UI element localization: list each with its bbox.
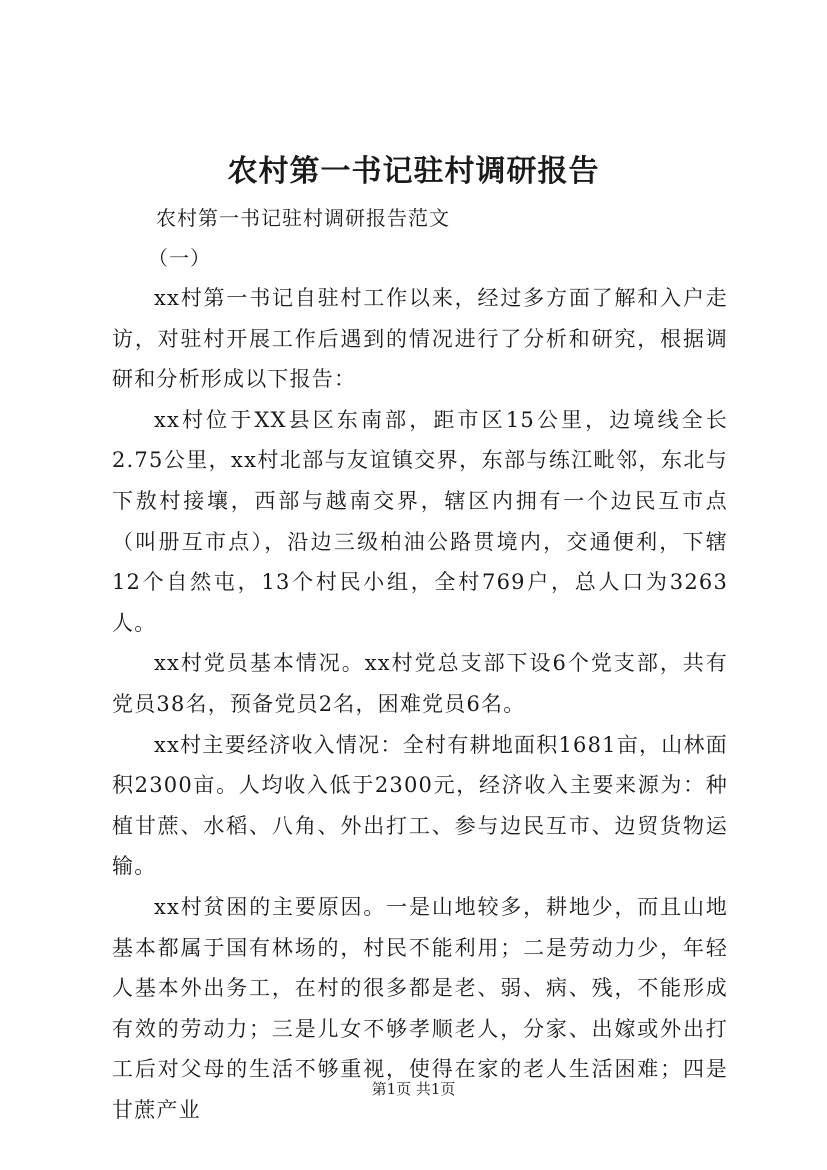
- paragraph: xx村贫困的主要原因。一是山地较多，耕地少，而且山地基本都属于国有林场的，村民不能利用；二是劳动力少，年轻人基本外出务工，在村的很多都是老、弱、病、残，不能形成有效的劳动力；三是儿女不够孝顺老人，分家、出嫁或外出打工后对父母的生活不够重视，使得在家的老人生活困难；四是甘蔗产业: [112, 894, 728, 1122]
- document-body: [112, 278, 728, 1130]
- document-subtitle: 农村第一书记驻村调研报告范文: [156, 206, 450, 230]
- paragraph: xx村党员基本情况。xx村党总支部下设6个党支部，共有党员38名，预备党员2名，困难党员6名。: [112, 651, 728, 716]
- page-footer: 第1页 共1页: [371, 1080, 456, 1098]
- paragraph: xx村主要经济收入情况：全村有耕地面积1681亩，山林面积2300亩。人均收入低于2300元，经济收入主要来源为：种植甘蔗、水稻、八角、外出打工、参与边民互市、边贸货物运输。: [112, 732, 728, 879]
- document-title: 农村第一书记驻村调研报告: [227, 154, 600, 189]
- section-marker: （一）: [148, 246, 211, 270]
- paragraph: xx村位于XX县区东南部，距市区15公里，边境线全长2.75公里，xx村北部与友谊镇交界，东部与练江毗邻，东北与下敖村接壤，西部与越南交界，辖区内拥有一个边民互市点（叫册互市点），沿边三级柏油公路贯境内，交通便利，下辖12个自然屯，13个村民小组，全村769户，总人口为3263人。: [112, 407, 728, 635]
- paragraph: xx村第一书记自驻村工作以来，经过多方面了解和入户走访，对驻村开展工作后遇到的情况进行了分析和研究，根据调研和分析形成以下报告：: [112, 286, 728, 392]
